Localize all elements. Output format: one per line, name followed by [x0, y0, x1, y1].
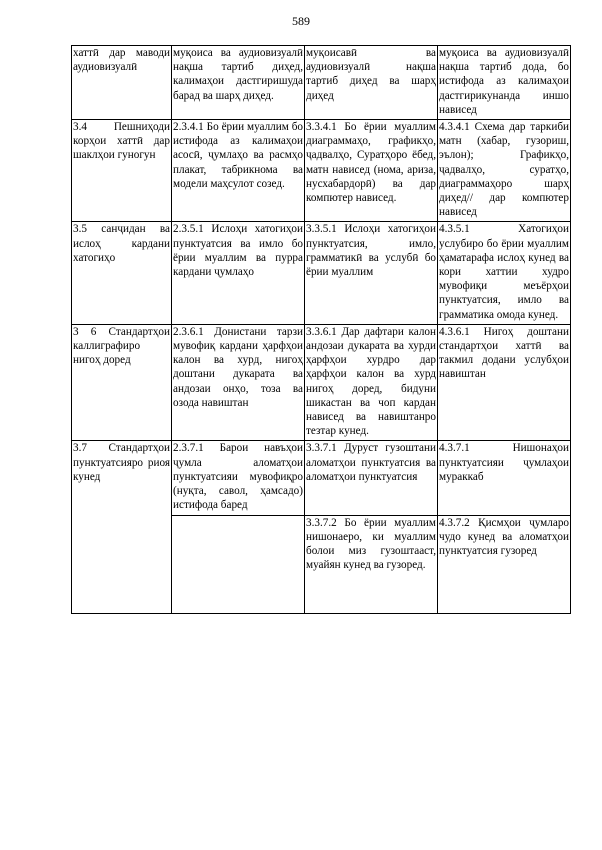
objective-text: Бо ёрии муаллим бо истифода аз калимаҳои асосӣ, ҷумлаҳо ва расмҳо плакат, табрикнома ва модели маҳсулот созед.	[173, 121, 303, 190]
objective-cell-grade2	[172, 441, 305, 515]
topic-text: 3.5 санҷидан ва ислоҳ кардани хатогиҳо	[73, 223, 170, 264]
objective-cell-grade2	[172, 46, 305, 120]
objective-code: 4.3.4.1	[439, 121, 470, 134]
objective-code: 4.3.7.2	[439, 516, 470, 529]
objective-text: Хатогиҳои услубиро бо ёрии муаллим ҳаматарафа ислоҳ кунед ва кори хаттии худро мувофиқи меъёрҳои пунктуатсия, имло ва грамматика омода кунед.	[439, 223, 569, 321]
table-row	[72, 324, 571, 441]
objective-text: Нишонаҳои пунктуатсияи ҷумлаҳои мураккаб	[439, 442, 569, 483]
objective-code: 2.3.5.1	[173, 223, 204, 236]
objective-code: 2.3.6.1	[173, 325, 204, 338]
table-row	[72, 441, 571, 515]
objective-code: 3.3.5.1	[306, 223, 337, 236]
objective-text: муқоиса ва аудиовизуалӣ нақша тартиб дода, бо истифода аз калимаҳои дастгирикунанда иншо нависед	[439, 47, 569, 116]
objective-text: Донистани тарзи мувофиқ кардани ҳарфҳои калон ва хурд, нигоҳ доштани дукарата ва андозаи онҳо, тоза ва озода навиштан	[173, 325, 303, 409]
objective-text: Бо ёрии муаллим диаграммаҳо, графикҳо, ҷадвалҳо, Суратҳоро ёбед, матн нависед (нома, ариза, нусхабардорӣ) ва дар компютер нависед.	[306, 121, 437, 205]
page-number: 589	[292, 14, 310, 28]
objective-code: 3.3.7.1	[306, 442, 337, 455]
objective-cell-grade4	[438, 120, 571, 222]
objective-code: 3.3.6.1	[306, 325, 337, 338]
topic-text: 3.4 Пешниҳоди корҳои хаттӣ дар шаклҳои гуногун	[73, 121, 170, 162]
objective-cell-grade3	[305, 46, 438, 120]
objective-text: Ислоҳи хатогиҳои пунктуатсия ва имло бо ёрии муаллим ва пурра кардани ҷумлаҳо	[173, 223, 303, 279]
objective-text: Схема дар таркиби матн (хабар, гузориш, эълон); Графикҳо, ҷадвалҳо, суратҳо, диаграммаҳоро шарҳ диҳед// дар компютер нависед	[439, 121, 569, 219]
objective-cell-grade3	[305, 120, 438, 222]
topic-cell	[72, 324, 172, 441]
topic-cell	[72, 46, 172, 120]
objective-cell-grade4	[438, 222, 571, 324]
objective-code: 2.3.4.1	[173, 121, 204, 134]
topic-text: 3.7 Стандартҳои пунктуатсияро риоя кунед	[73, 442, 170, 483]
objective-cell-grade3	[305, 441, 438, 515]
topic-text: хаттӣ дар маводи аудиовизуалӣ	[73, 47, 170, 74]
objective-text: Нигоҳ доштани стандартҳои хаттӣ ва такмил додани услубҳои навиштан	[439, 325, 569, 381]
topic-text: 3 6 Стандартҳои каллиграфиро нигоҳ доред	[73, 325, 170, 367]
objective-cell-grade2	[172, 222, 305, 324]
objective-cell-grade4	[438, 515, 571, 613]
objective-text: муқоиса ва аудиовизуалӣ нақша тартиб диҳед, калимаҳои дастгиришуда барад ва шарҳ диҳед.	[173, 47, 303, 102]
objective-text: Бо ёрии муаллим нишонаеро, ки муаллим болои миз гузоштааст, муайян кунед ва гузоред.	[306, 516, 437, 572]
objective-code: 4.3.7.1	[439, 442, 470, 455]
objective-text: Ислоҳи хатогиҳои пунктуатсия, имло, грамматикӣ ва услубӣ бо ёрии муаллим	[306, 223, 436, 279]
objective-text: муқоисавӣ ва аудиовизуалӣ нақша тартиб диҳед ва шарҳ диҳед	[306, 47, 436, 102]
curriculum-table	[71, 45, 571, 614]
objective-text: Қисмҳои ҷумларо чудо кунед ва аломатҳои пунктуатсия гузоред	[439, 516, 570, 557]
objective-cell-grade2	[172, 120, 305, 222]
objective-code: 3.3.4.1	[306, 121, 337, 134]
table-row	[72, 120, 571, 222]
objective-text: Дуруст гузоштани аломатҳои пунктуатсия ва аломатҳои пунктуатсия	[306, 442, 436, 483]
table-row	[72, 46, 571, 120]
table-row	[72, 222, 571, 324]
topic-cell	[72, 441, 172, 613]
objective-code: 4.3.6.1	[439, 325, 470, 338]
objective-cell-grade4	[438, 324, 571, 441]
objective-cell-grade4	[438, 46, 571, 120]
objective-code: 3.3.7.2	[306, 516, 337, 529]
objective-cell-grade2	[172, 324, 305, 441]
topic-cell	[72, 222, 172, 324]
objective-cell-grade3	[305, 324, 438, 441]
objective-cell-grade3	[305, 222, 438, 324]
objective-text: Дар дафтари калон андозаи дукарата ва хурди ҳарфҳои хурдро дар ҳарфҳои калон ва хурд нигоҳ доред, бидуни шикастан ва чоп кардан нависед ва навиштанро тезтар кунед.	[306, 325, 436, 438]
objective-cell-grade3	[305, 515, 438, 613]
topic-cell	[72, 120, 172, 222]
objective-cell-grade4	[438, 441, 571, 515]
objective-cell-grade2-empty	[172, 515, 305, 613]
objective-text: Барои навъҳои ҷумла аломатҳои пунктуатсияи мувофиқро (нуқта, савол, ҳамсадо) истифода баред	[173, 442, 303, 512]
objective-code: 2.3.7.1	[173, 442, 204, 455]
objective-code: 4.3.5.1	[439, 223, 470, 236]
